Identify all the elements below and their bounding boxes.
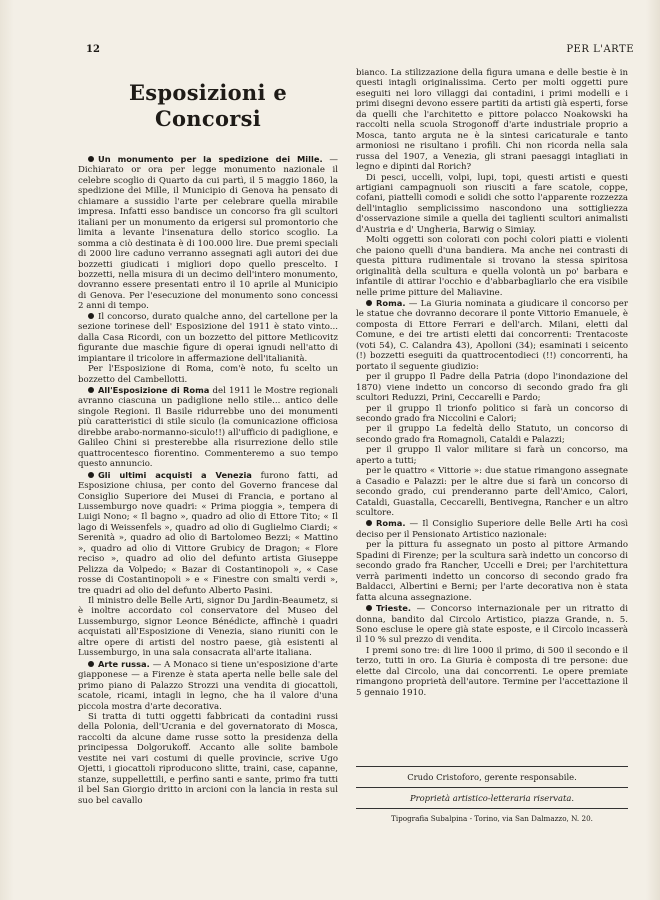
- paragraph-text: per la pittura fu assegnato un posto al pittore Armando Spadini di Firenze; per la scultura sarà indetto un concorso di secondo grado fra Rancher, Uccelli e Drei; per l'architettura verrà parimenti indetto un concorso di secondo grado fra Baldacci, Albertini e Berni; per l'arte decorativa non è stata fatta alcuna assegnazione.: [356, 540, 628, 603]
- bullet-icon: [366, 520, 372, 526]
- article-paragraph: [78, 154, 338, 312]
- article-paragraph: [78, 470, 338, 596]
- article-paragraph: [356, 603, 628, 646]
- right-column: [356, 68, 628, 758]
- article-paragraph: [356, 445, 628, 466]
- page-number: 12: [86, 44, 100, 55]
- article-paragraph: [356, 518, 628, 540]
- article-paragraph: [78, 312, 338, 364]
- article-paragraph: [356, 404, 628, 425]
- paragraph-text: Di pesci, uccelli, volpi, lupi, topi, questi artisti e questi artigiani campagnuoli son riusciti a fare scatole, coppe, cofani, piattelli comodi e solidi che sotto l'apparente rozzezza dell'intaglio semplicissimo nascondono una sottigliezza d'osservazione simile a quella dei taglienti scultori animalisti d'Austria e d' Ungheria, Barwig o Simiay.: [356, 172, 628, 235]
- paragraph-lead: Un monumento per la spedizione dei Mille.: [98, 154, 323, 164]
- paragraph-lead: Roma.: [376, 518, 406, 529]
- paragraph-text: — Il Consiglio Superiore delle Belle Arti ha così deciso per il Pensionato Artistico nazionale:: [356, 519, 628, 540]
- page-header: [86, 44, 634, 58]
- article-paragraph: [78, 385, 338, 470]
- section-title: Esposizioni e Concorsi: [128, 80, 288, 131]
- paragraph-text: furono fatti, ad Esposizione chiusa, per conto del Governo francese dal Consiglio Superiore dei Musei di Francia, e portano al Lussemburgo nove quadri: « Prima pioggia », tempera di Luigi Nono; « Il bagno », quadro ad olio di Ettore Tito; « Il lago di Weissenfels », quadro ad olio di Guglielmo Ciardi; « Serenità », quadro ad olio di Bartolomeo Bezzi; « Mattino », quadro ad olio di Vittore Grubicy de Dragon; « Flore reciso », quadro ad olio del defunto artista Giuseppe Pelizza da Volpedo; « Bazar di Costantinopoli », « Case rosse di Costantinopoli » e « Finestre con smalti verdi », tre quadri ad olio del defunto Alberto Pasini.: [78, 470, 338, 596]
- paragraph-text: per il gruppo La fedeltà dello Statuto, un concorso di secondo grado fra Romagnoli, Cataldi e Palazzi;: [356, 424, 628, 445]
- bullet-icon: [366, 605, 372, 611]
- paragraph-text: per il gruppo Il Padre della Patria (dopo l'inondazione del 1870) viene indetto un concorso di secondo grado fra gli scultori Reduzzi, Prini, Ceccarelli e Pardo;: [356, 372, 628, 404]
- paragraph-lead: Trieste.: [376, 603, 411, 614]
- article-paragraph: [356, 466, 628, 518]
- article-paragraph: [356, 298, 628, 372]
- paragraph-text: per il gruppo Il trionfo politico si farà un concorso di secondo grado fra Niccolini e Calori;: [356, 403, 628, 424]
- paragraph-text: — La Giuria nominata a giudicare il concorso per le statue che dovranno decorare il ponte Vittorio Emanuele, è composta di Ettore Ferrari e dell'arch. Milani, eletti dal Comune, e dei tre artisti eletti dai concorrenti: Trentacoste (voti 54), C. Calandra 43), Apolloni (34); esaminati i seicento (!) bozzetti eseguiti da quattrocentodieci (!!) concorrenti, ha portato il seguente giudizio:: [356, 298, 628, 372]
- article-paragraph: [356, 372, 628, 403]
- article-paragraph: [356, 68, 628, 173]
- article-paragraph: [356, 540, 628, 603]
- rights-line: Proprietà artistico-letteraria riservata.: [410, 793, 574, 803]
- article-paragraph: [356, 235, 628, 298]
- bullet-icon: [88, 156, 94, 162]
- bullet-icon: [88, 313, 94, 319]
- paragraph-text: bianco. La stilizzazione della figura umana e delle bestie è in questi intagli originalissima. Certo per molti oggetti pure eseguiti nei loro villaggi dai contadini, i primi modelli e i primi disegni devono essere partiti da artisti già esperti, forse da quelli che l'architetto e pittore polacco Noakowski ha raccolti nella scuola Strogonoff d'arte industriale proprio a Mosca, tanto arguta ne è la sintesi caricaturale e tanto armoniosi ne risultano i profili. Chi non ricorda nella sala russa del 1907, a Venezia, gli strani paesaggi intagliati in legno e dipinti dal Rorich?: [356, 68, 628, 173]
- paragraph-text: — Dichiarato or ora per legge monumento nazionale il celebre scoglio di Quarto da cui partì, il 5 maggio 1860, la spedizione dei Mille, il Municipio di Genova ha pensato di chiamare a sussidio l'arte per celebrare quella mirabile impresa. Infatti esso bandisce un concorso fra gli scultori italiani per un monumento da erigersi sul promontorio che limita a levante l'insenatura dello storico scoglio. La somma a ciò destinata è di 100.000 lire. Due premi speciali di 2000 lire caduno verranno assegnati agli autori dei due bozzetti giudicati i migliori dopo quello prescelto. I bozzetti, nella misura di un decimo dell'intero monumento, dovranno essere presentati entro il 10 aprile al Municipio di Genova. Per l'esecuzione del monumento sono concessi 2 anni di tempo.: [78, 155, 338, 312]
- paragraph-text: del 1911 le Mostre regionali avranno ciascuna un padiglione nello stile... antico delle singole Regioni. Il Basile ridurrebbe uno dei monumenti più caratteristici di stile siculo (la comunicazione officiosa direbbe arabo-normanno-siculo!!) all'ufficio di padiglione, e Galileo Chini si presterebbe alla risurrezione dello stile quattrocentesco fiorentino. Commenteremo a suo tempo questo annuncio.: [78, 385, 338, 470]
- paragraph-text: per le quattro « Vittorie »: due statue rimangono assegnate a Casadio e Palazzi: per le altre due si farà un concorso di secondo grado, cui prenderanno parte dell'Amico, Calori, Cataldi, Guastalla, Ceccarelli, Bentivegna, Rancher e un altro scultore.: [356, 466, 628, 519]
- article-paragraph: [356, 173, 628, 236]
- paragraph-lead: All'Esposizione di Roma: [98, 384, 210, 395]
- paragraph-lead: Roma.: [376, 297, 406, 308]
- page-footer: [356, 766, 628, 829]
- article-paragraph: [78, 364, 338, 385]
- paragraph-text: I premi sono tre: di lire 1000 il primo, di 500 il secondo e il terzo, tutti in oro. La Giuria è composta di tre persone: due elette dal Circolo, una dai concorrenti. Le opere premiate rimangono proprietà dell'autore. Termine per l'accettazione il 5 gennaio 1910.: [356, 645, 628, 698]
- printer-line: Tipografia Subalpina - Torino, via San Dalmazzo, N. 20.: [391, 814, 593, 823]
- article-paragraph: [356, 646, 628, 698]
- paragraph-text: — Concorso internazionale per un ritratto di donna, bandito dal Circolo Artistico, piazza Grande, n. 5. Sono escluse le opere già state esposte, e il Circolo incasserà il 10 % sul prezzo di vendita.: [356, 604, 628, 646]
- paragraph-text: Il concorso, durato qualche anno, del cartellone per la sezione torinese dell' Esposizione del 1911 è stato vinto... dalla Casa Ricordi, con un bozzetto del pittore Metlicovitz figurante due maschie figure di operai ignudi nell'atto di impiantare il tricolore in affermazione dell'italianità.: [78, 311, 338, 364]
- bullet-icon: [88, 387, 94, 393]
- paragraph-text: — A Monaco si tiene un'esposizione d'arte giapponese — a Firenze è stata aperta nelle belle sale del primo piano di Palazzo Strozzi una vendita di giocattoli, scatole, ricami, intagli in legno, che ha il valore d'una piccola mostra d'arte decorativa.: [78, 659, 338, 712]
- bullet-icon: [366, 300, 372, 306]
- article-paragraph: [356, 424, 628, 445]
- paragraph-text: Molti oggetti son colorati con pochi colori piatti e violenti che paiono quelli d'una bandiera. Ma anche nei contrasti di questa pittura rudimentale si trovano la stessa spiritosa originalità della scultura e quella volontà un po' barbara e infantile di attirar l'occhio e d'abbarbagliarlo che era visibile nelle prime pitture del Maliavine.: [356, 235, 628, 298]
- bullet-icon: [88, 472, 94, 478]
- article-paragraph: [78, 596, 338, 659]
- paragraph-text: Per l'Esposizione di Roma, com'è noto, fu scelto un bozzetto del Cambellotti.: [78, 364, 338, 385]
- editor-line: Crudo Cristoforo, gerente responsabile.: [407, 772, 577, 782]
- paragraph-lead: Arte russa.: [98, 658, 150, 669]
- paragraph-text: per il gruppo Il valor militare si farà un concorso, ma aperto a tutti;: [356, 445, 628, 466]
- paragraph-lead: Gli ultimi acquisti a Venezia: [98, 469, 252, 480]
- running-title: PER L'ARTE: [566, 44, 634, 55]
- paragraph-text: Il ministro delle Belle Arti, signor Du Jardin-Beaumetz, si è inoltre accordato col conservatore del Museo del Lussemburgo, signor Leonce Bénédicte, affinchè i quadri acquistati all'Esposizione di Venezia, siano riuniti con le altre opere di artisti del nostro paese, già esistenti al Lussemburgo, in una sala consacrata all'arte italiana.: [78, 596, 338, 659]
- article-paragraph: [78, 712, 338, 806]
- bullet-icon: [88, 661, 94, 667]
- paragraph-text: Si tratta di tutti oggetti fabbricati da contadini russi della Polonia, dell'Ucrania e del governatorato di Mosca, raccolti da alcune dame russe sotto la presidenza della principessa Dolgorukoff. Accanto alle solite bambole vestite nei vari costumi di quelle provincie, scrive Ugo Ojetti, i giocattoli riproducono slitte, traini, case, capanne, stanze, suppellettili, e perfino santi e sante, primo fra tutti il bel San Giorgio dritto in arcioni con la lancia in resta sul suo bel cavallo: [78, 712, 338, 806]
- article-paragraph: [78, 659, 338, 712]
- left-column: [78, 68, 338, 868]
